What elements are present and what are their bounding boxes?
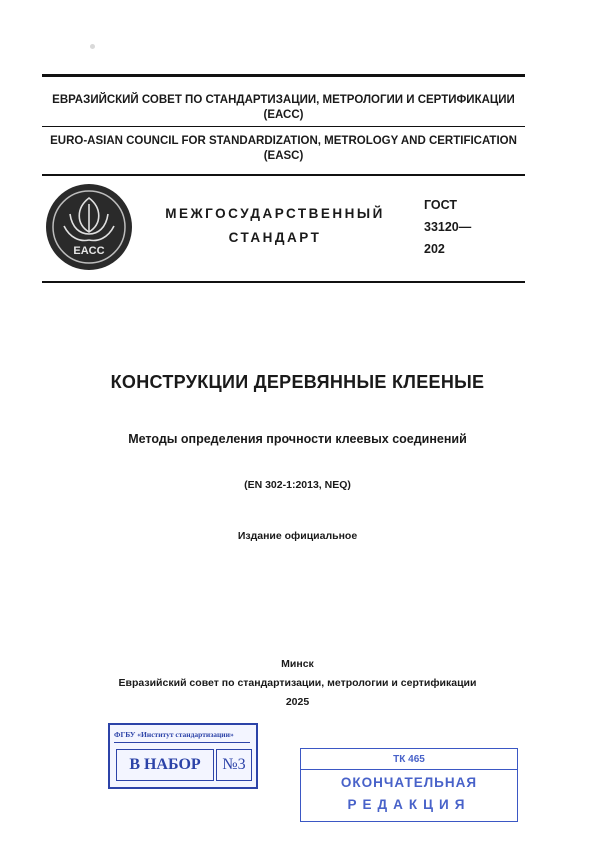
gost-designation — [424, 194, 514, 260]
edition-label: Издание официальное — [237, 530, 358, 542]
easc-emblem — [46, 184, 132, 270]
stamp-final-line1: ОКОНЧАТЕЛЬНАЯ — [340, 775, 478, 790]
typesetting-stamp — [108, 723, 258, 789]
easc-emblem-icon — [46, 184, 132, 270]
standard-bottom-rule — [42, 281, 525, 283]
stamp-institute: ФГБУ «Институт стандартизации» — [114, 728, 250, 743]
standard-type-line2: СТАНДАРТ — [228, 230, 322, 245]
imprint-publisher: Евразийский совет по стандартизации, метрологии и сертификации — [118, 677, 477, 689]
header-bottom-rule — [42, 174, 525, 176]
document-title: КОНСТРУКЦИИ ДЕРЕВЯННЫЕ КЛЕЕНЫЕ — [110, 372, 485, 392]
imprint-city: Минск — [281, 658, 314, 670]
gost-label: ГОСТ — [424, 198, 457, 212]
standard-type-line1: МЕЖГОСУДАРСТВЕННЫЙ — [165, 206, 385, 221]
document-subtitle: Методы определения прочности клеевых соединений — [128, 432, 467, 446]
gost-year: 202 — [424, 242, 445, 256]
council-en-line2: (EASC) — [263, 150, 304, 162]
gost-number: 33120— — [424, 220, 472, 234]
imprint-year: 2025 — [285, 696, 310, 708]
final-edition-stamp — [300, 748, 518, 822]
scan-speck — [90, 44, 95, 49]
stamp-in-typesetting: В НАБОР — [116, 749, 214, 781]
stamp-tk: ТК 465 — [301, 751, 517, 770]
council-ru-line1: ЕВРАЗИЙСКИЙ СОВЕТ ПО СТАНДАРТИЗАЦИИ, МЕТРОЛОГИИ И СЕРТИФИКАЦИИ — [52, 94, 515, 106]
council-ru-line2: (ЕАСС) — [263, 109, 304, 121]
council-ru — [42, 93, 525, 123]
council-en — [42, 134, 525, 164]
standard-type — [150, 202, 400, 250]
stamp-number: №3 — [216, 749, 252, 781]
mid-rule — [42, 126, 525, 127]
stamp-final-line2: РЕДАКЦИЯ — [347, 797, 471, 812]
top-rule — [42, 74, 525, 77]
document-reference: (EN 302-1:2013, NEQ) — [244, 479, 351, 491]
emblem-text: EACC — [73, 245, 105, 257]
council-en-line1: EURO-ASIAN COUNCIL FOR STANDARDIZATION, METROLOGY AND CERTIFICATION — [50, 135, 517, 147]
